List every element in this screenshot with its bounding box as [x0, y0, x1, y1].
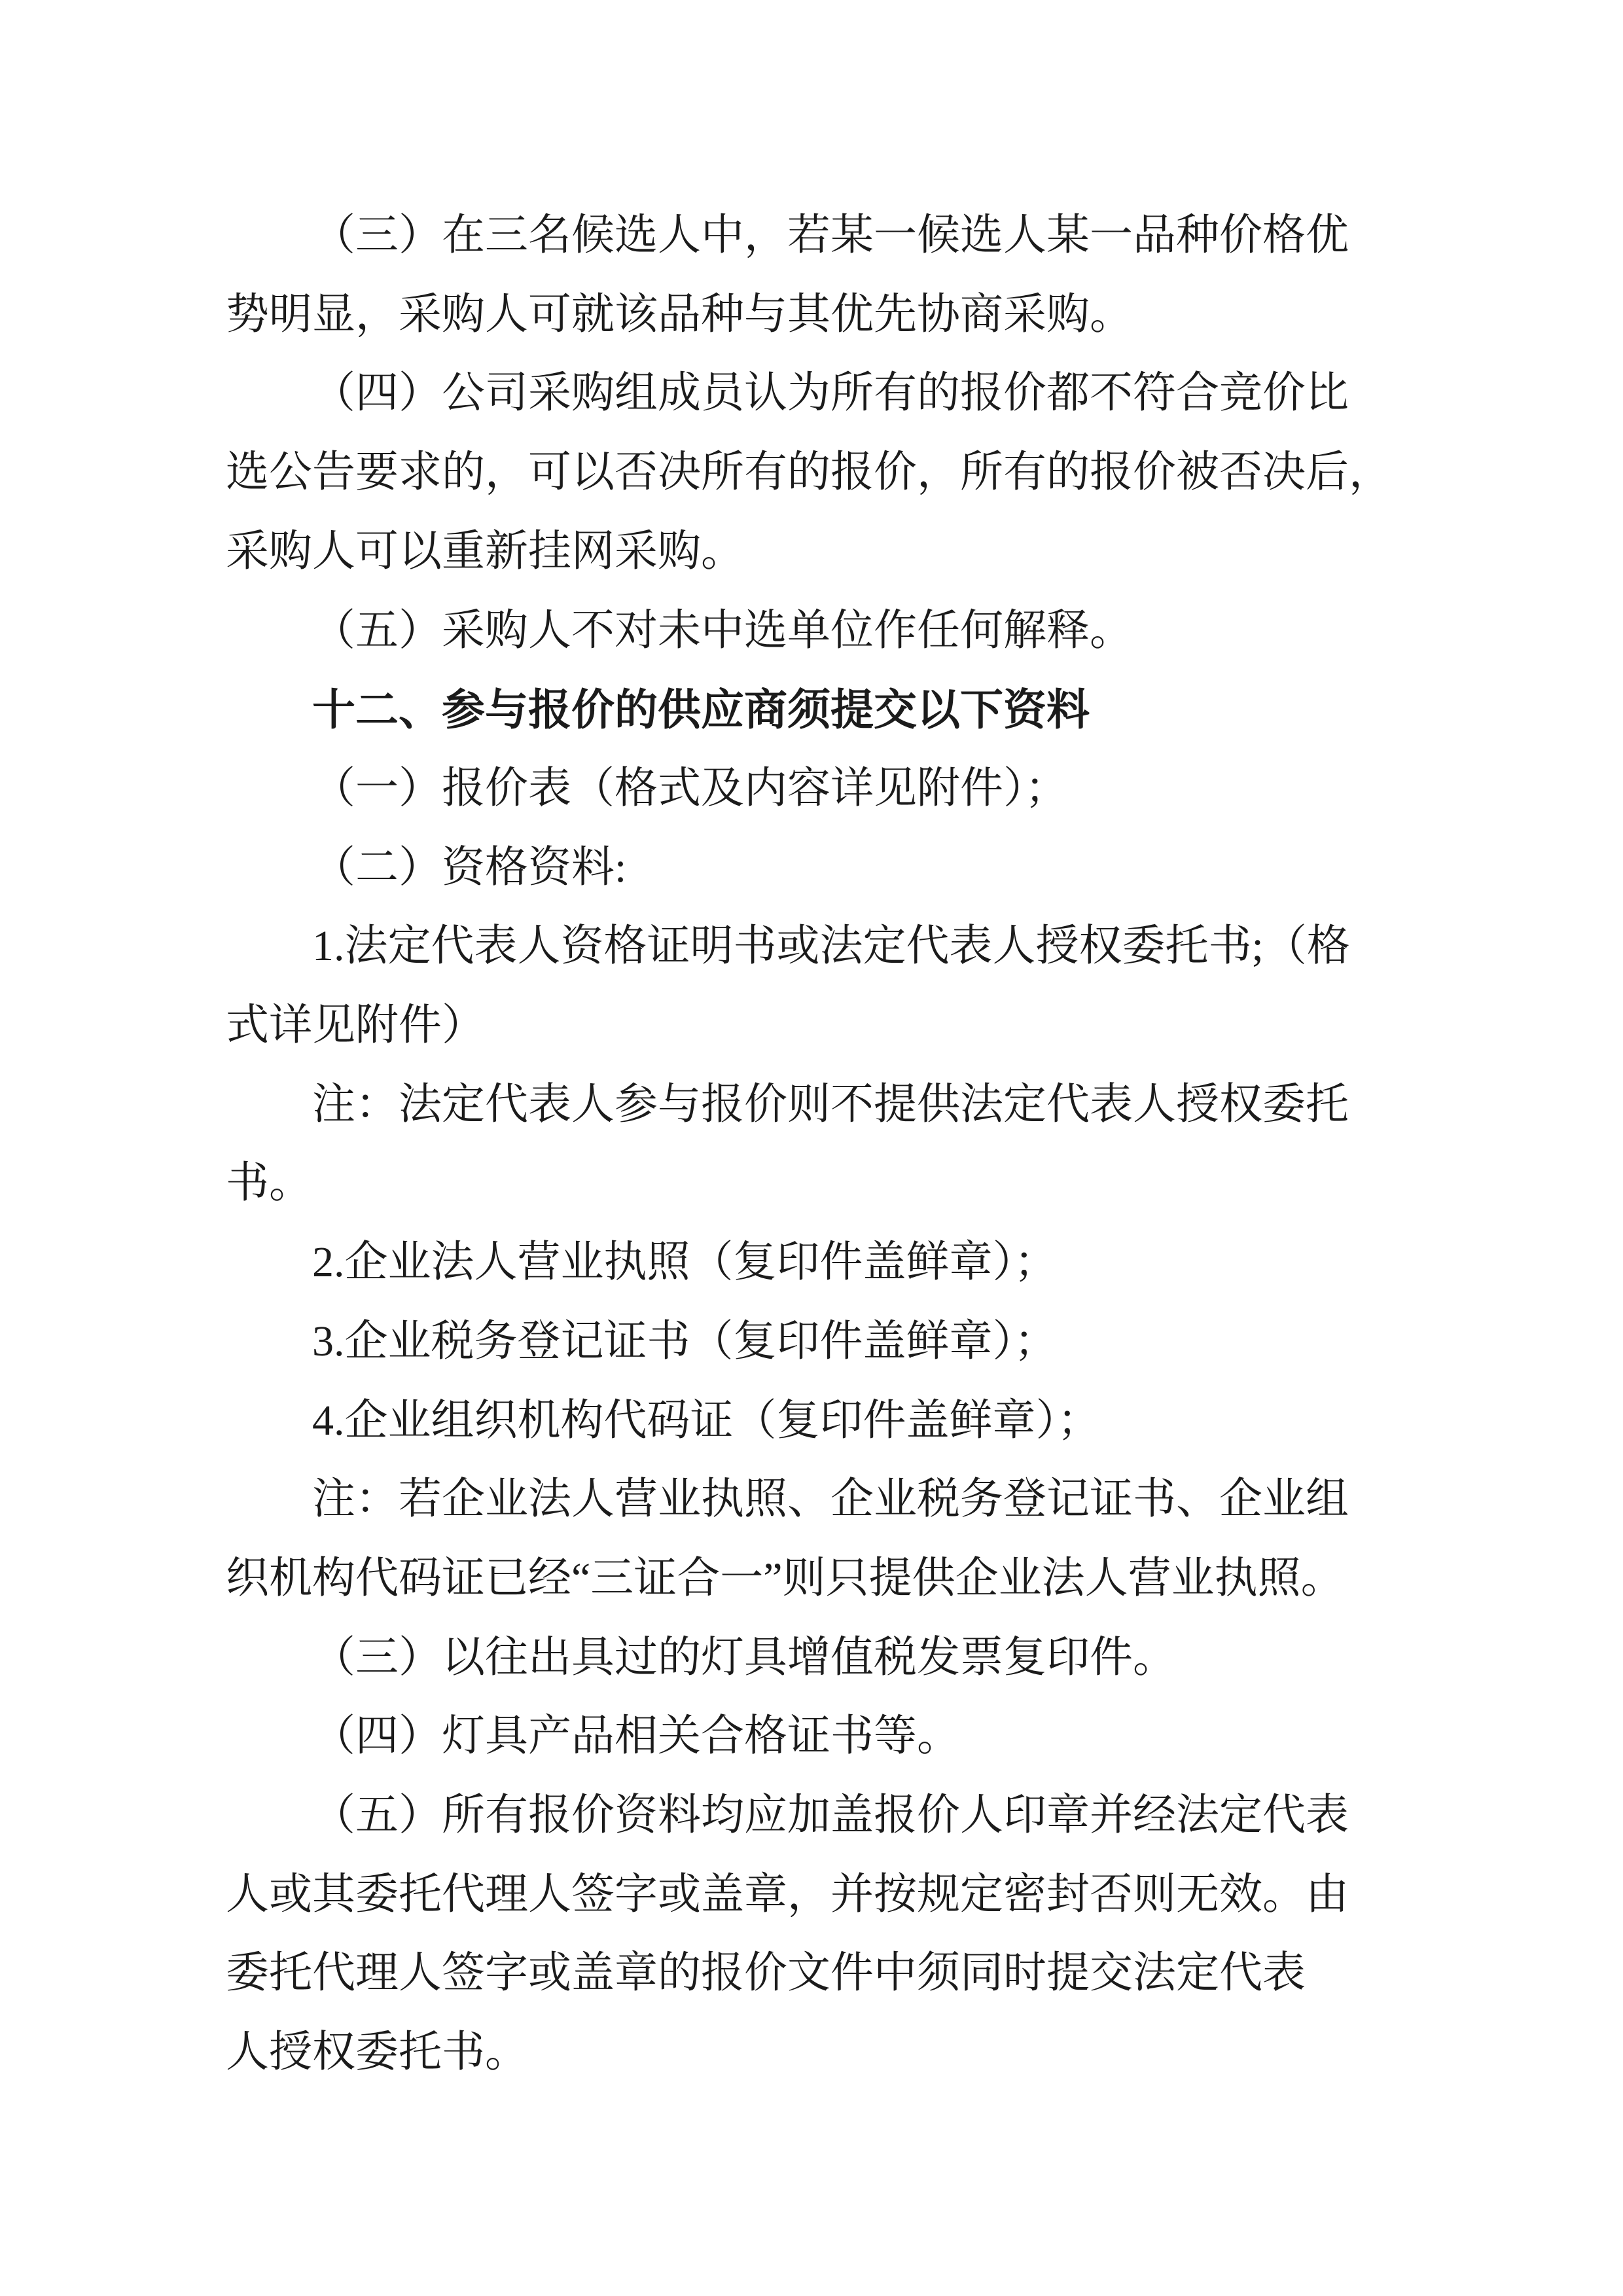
text-line: 选公告要求的，可以否决所有的报价，所有的报价被否决后，: [226, 448, 1392, 497]
submit-item-1: [226, 749, 1397, 829]
text-line: 织机构代码证已经“三证合一”则只提供企业法人营业执照。: [226, 1554, 1344, 1602]
note-three-certificates-in-one: [226, 1460, 1397, 1618]
clause-5: [226, 592, 1397, 671]
text-line: 人授权委托书。: [226, 2028, 528, 2077]
qualification-doc-2: [226, 1223, 1397, 1302]
text-line: （五）采购人不对未中选单位作任何解释。: [312, 606, 1133, 655]
text-line: （三）在三名候选人中，若某一候选人某一品种价格优: [312, 211, 1349, 259]
submit-item-5: [226, 1776, 1397, 2092]
text-line: （一）报价表（格式及内容详见附件）；: [312, 764, 1068, 812]
submit-item-4: [226, 1697, 1397, 1776]
text-line: （二）资格资料:: [312, 843, 627, 891]
clause-3: [226, 196, 1397, 354]
text-line: （四）灯具产品相关合格证书等。: [312, 1712, 960, 1761]
text-line: 1.法定代表人资格证明书或法定代表人授权委托书;（格: [312, 922, 1350, 971]
document-body: [226, 196, 1397, 2092]
clause-4: [226, 354, 1397, 591]
text-line: 注：若企业法人营业执照、企业税务登记证书、企业组: [312, 1475, 1349, 1524]
text-line: 3.企业税务登记证书（复印件盖鲜章）；: [312, 1317, 1058, 1365]
qualification-doc-1: [226, 907, 1397, 1065]
submit-item-2: [226, 829, 1397, 908]
text-line: 2.企业法人营业执照（复印件盖鲜章）；: [312, 1238, 1058, 1287]
text-line: 人或其委托代理人签字或盖章，并按规定密封否则无效。由: [226, 1870, 1349, 1918]
text-line: 书。: [226, 1159, 312, 1208]
submit-item-3: [226, 1619, 1397, 1698]
section-heading-12: [226, 670, 1397, 749]
text-line: 4.企业组织机构代码证（复印件盖鲜章）；: [312, 1396, 1101, 1444]
text-line: （五）所有报价资料均应加盖报价人印章并经法定代表: [312, 1791, 1349, 1840]
text-line: （三）以往出具过的灯具增值税发票复印件。: [312, 1633, 1176, 1681]
text-line: 采购人可以重新挂网采购。: [226, 527, 744, 575]
note-legal-representative: [226, 1066, 1397, 1223]
qualification-doc-3: [226, 1302, 1397, 1382]
text-line: （四）公司采购组成员认为所有的报价都不符合竞价比: [312, 369, 1349, 418]
text-line: 式详见附件）: [226, 1001, 485, 1050]
qualification-doc-4: [226, 1382, 1397, 1461]
text-line: 委托代理人签字或盖章的报价文件中须同时提交法定代表: [226, 1949, 1306, 1998]
text-line: 势明显，采购人可就该品种与其优先协商采购。: [226, 290, 1133, 338]
text-line: 注：法定代表人参与报价则不提供法定代表人授权委托: [312, 1080, 1349, 1128]
text-line: 十二、参与报价的供应商须提交以下资料: [312, 685, 1090, 734]
